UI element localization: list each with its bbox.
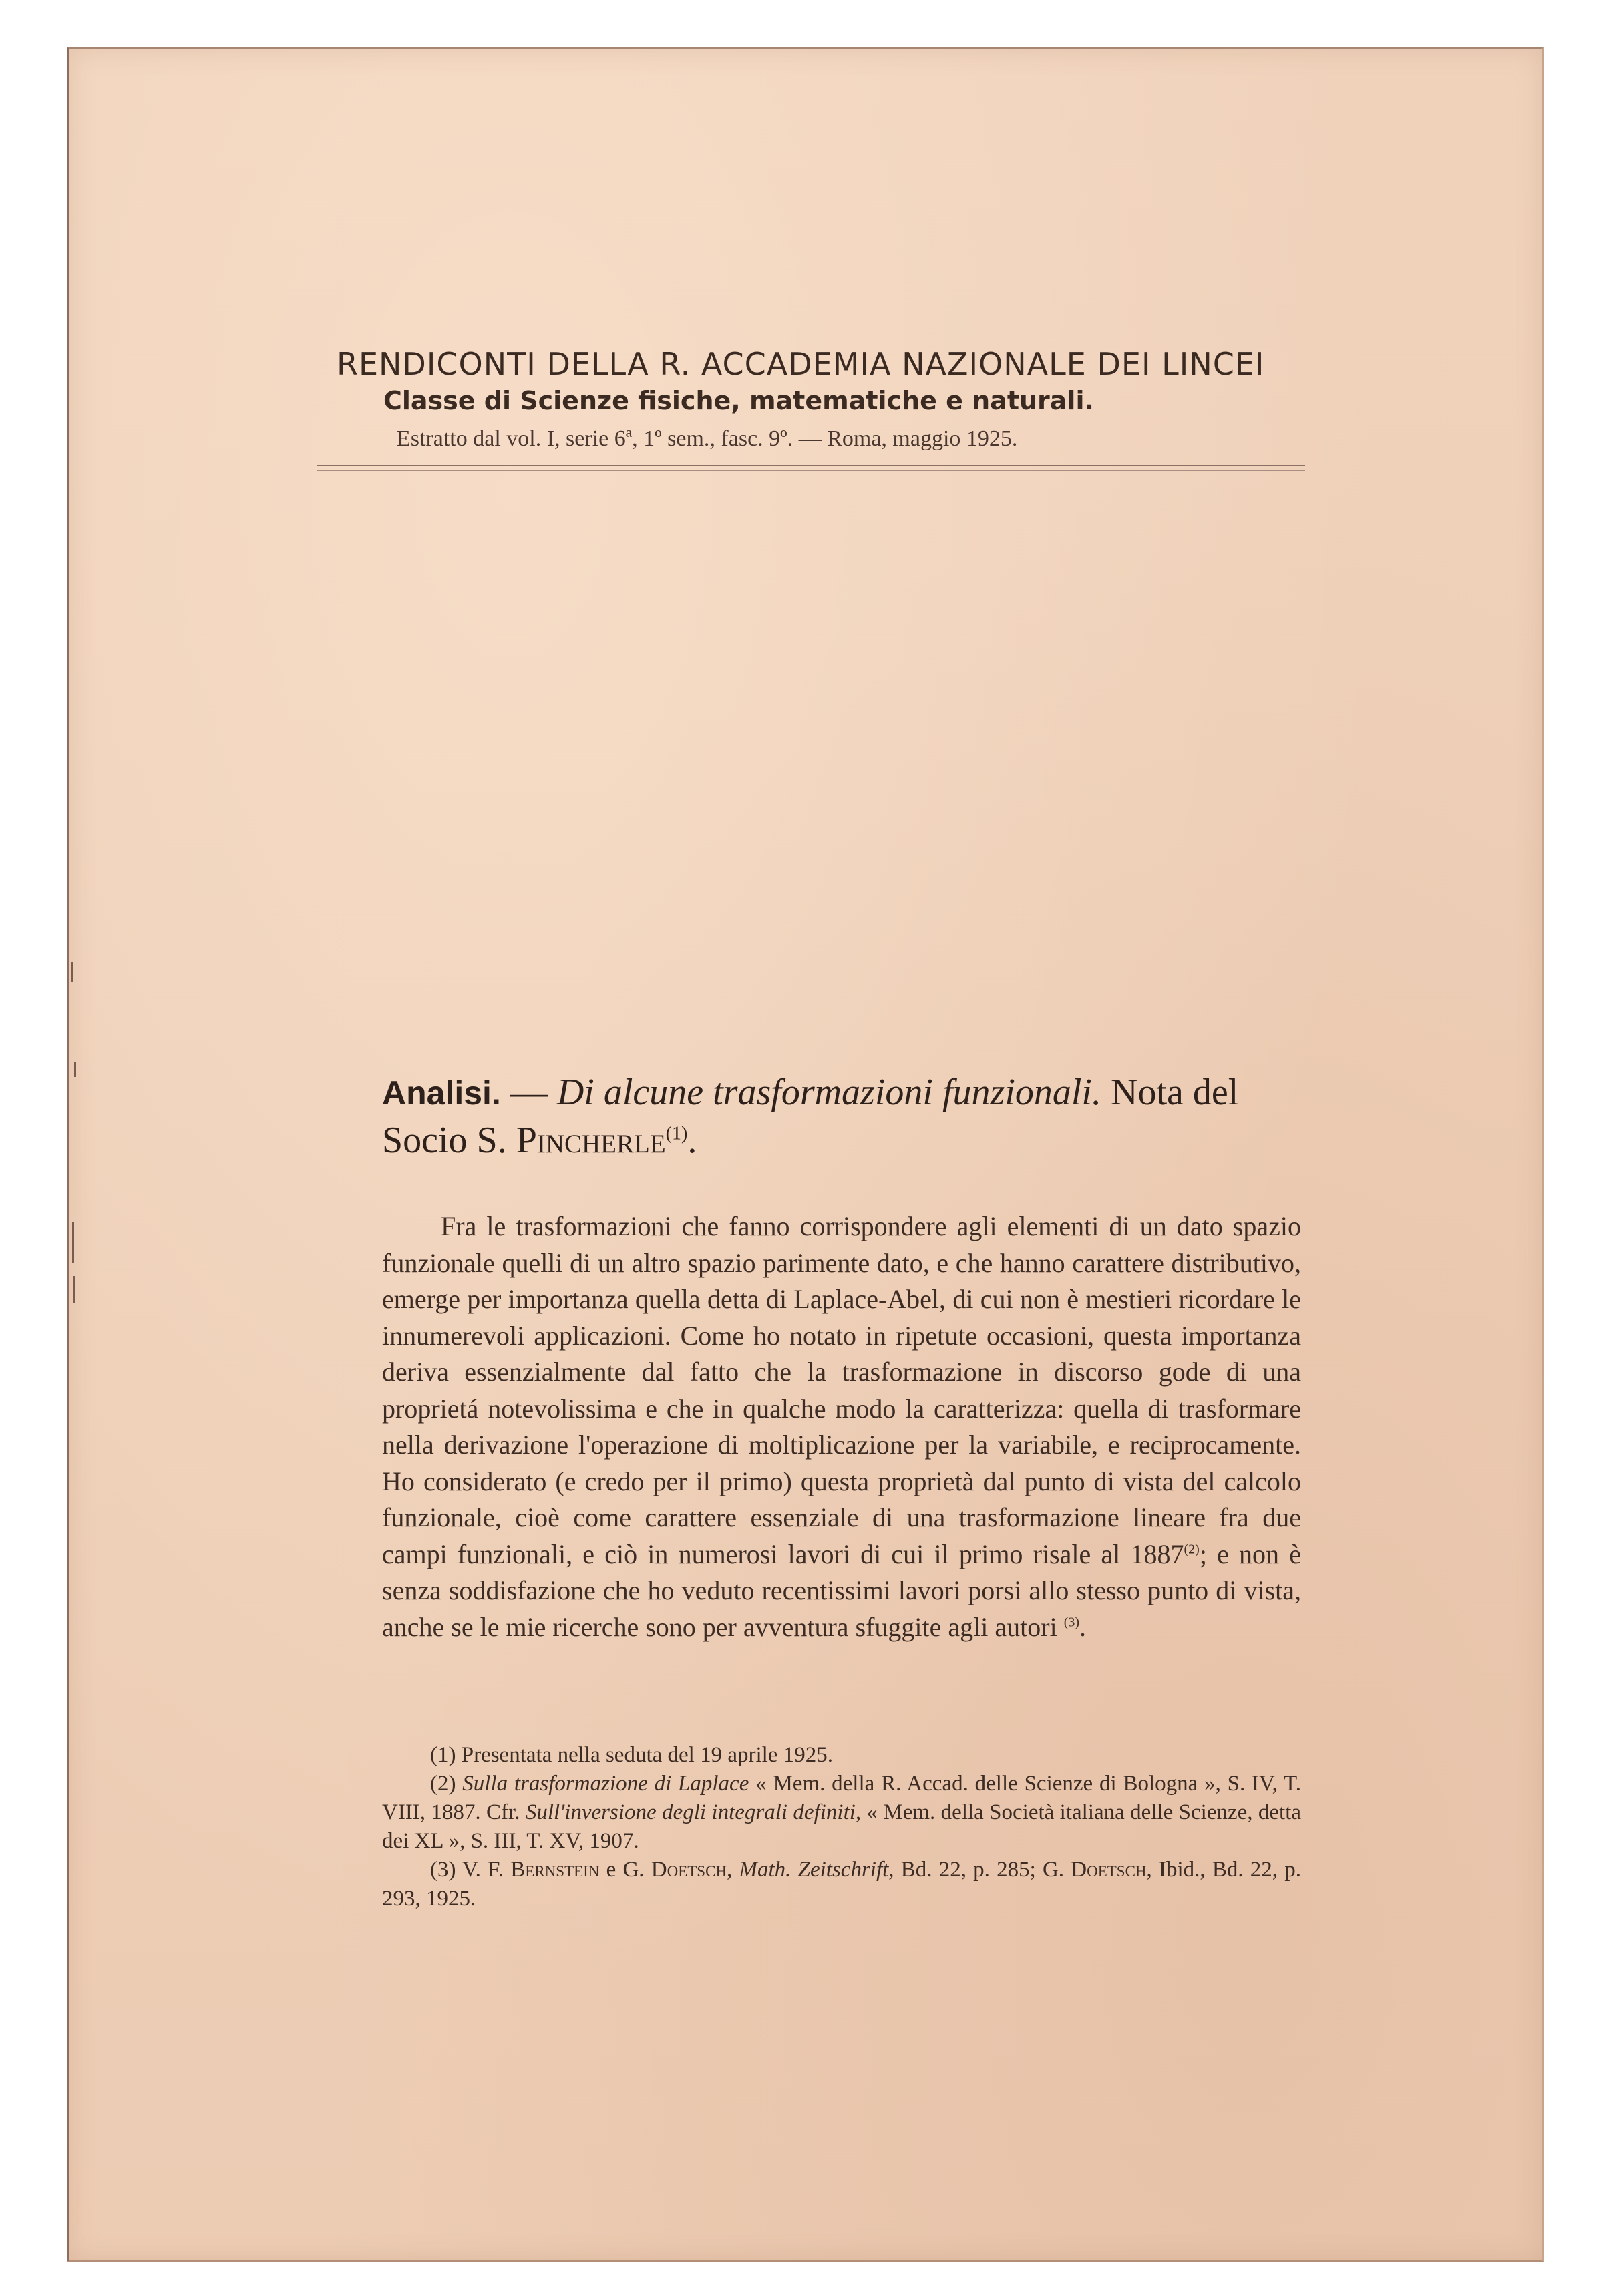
- body-text-part: ; e non è senza soddisfazione che ho veduto recentissimi lavori porsi allo stesso punto di vista, anche se le mie ricerche sono per avventura sfuggite agli autori: [382, 1538, 1301, 1642]
- edge-mark: [71, 962, 73, 982]
- author-prefix: Socio S.: [382, 1120, 516, 1161]
- journal-title: RENDICONTI DELLA R. ACCADEMIA NAZIONALE DEI LINCEI: [337, 346, 1265, 382]
- footnote-2: (2) Sulla trasformazione di Laplace « Mem. della R. Accad. delle Scienze di Bologna », S. IV, T. VIII, 1887. Cfr. Sull'inversione degli integrali definiti, « Mem. della Società italiana delle Scienze, detta dei XL », S. III, T. XV, 1907.: [382, 1772, 1302, 1853]
- scan-edge-marks: [70, 962, 83, 1323]
- article-title: Di alcune trasformazioni funzionali.: [556, 1072, 1101, 1113]
- extract-info: Estratto dal vol. I, serie 6ª, 1º sem., fasc. 9º. — Roma, maggio 1925.: [397, 426, 1018, 451]
- section-label: Analisi.: [382, 1074, 501, 1112]
- footnote-3: (3) V. F. Bernstein e G. Doetsch, Math. Zeitschrift, Bd. 22, p. 285; G. Doetsch, Ibid., Bd. 22, p. 293, 1925.: [382, 1858, 1302, 1911]
- header-rule: [317, 470, 1305, 471]
- heading-period: .: [687, 1120, 697, 1161]
- footnote-ref: (1): [665, 1123, 688, 1144]
- header-rule: [317, 465, 1305, 466]
- heading-dash: —: [500, 1072, 557, 1113]
- edge-mark: [72, 1222, 74, 1263]
- article-author: [382, 1119, 1050, 1162]
- body-paragraph: [382, 1208, 1301, 1645]
- journal-class: Classe di Scienze fisiche, matematiche e naturali.: [383, 386, 1094, 416]
- footnotes: [382, 1741, 1301, 1913]
- footnote-1: (1) Presentata nella seduta del 19 aprile 1925.: [430, 1743, 833, 1767]
- footnote-ref: (3): [1063, 1615, 1080, 1630]
- article-heading: [382, 1071, 1317, 1114]
- scanned-page: [67, 47, 1544, 2262]
- heading-note: Nota del: [1101, 1072, 1239, 1113]
- body-end: .: [1079, 1611, 1087, 1642]
- footnote-ref: (2): [1184, 1542, 1200, 1557]
- author-surname: Pincherle: [516, 1120, 666, 1161]
- edge-mark: [73, 1276, 75, 1303]
- edge-mark: [74, 1062, 76, 1077]
- body-text-part: Fra le trasformazioni che fanno corrispondere agli elementi di un dato spazio funzionale quelli di un altro spazio parimente dato, e che hanno carattere distributivo, emerge per importanza quella detta di Laplace-Abel, di cui non è mestieri ricordare le innumerevoli applicazioni. Come ho notato in ripetute occasioni, questa importanza deriva essenzialmente dal fatto che la trasformazione in discorso gode di una proprietá notevolissima e che in qualche modo la caratterizza: quella di trasformare nella derivazione l'operazione di moltiplicazione per la variabile, e reciprocamente. Ho considerato (e credo per il primo) questa proprietà dal punto di vista del calcolo funzionale, cioè come carattere essenziale di una trasformazione lineare fra due campi funzionali, e ciò in numerosi lavori di cui il primo risale al 1887: [382, 1211, 1301, 1569]
